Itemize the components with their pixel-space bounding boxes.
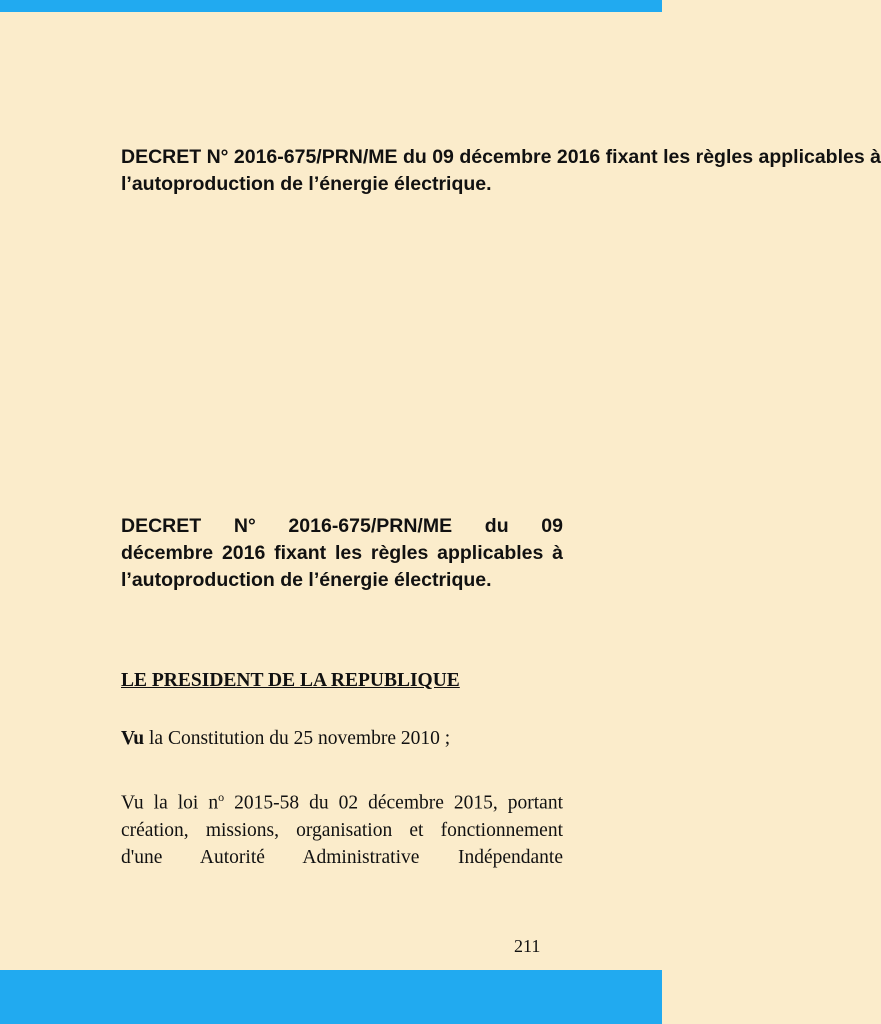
- vu-loi-line-1-b: 2015-58 du 02 décembre 2015, portant: [224, 792, 563, 814]
- header-bar: [0, 0, 662, 12]
- vu-loi-line-3: d'une Autorité Administrative Indépendante: [121, 846, 563, 868]
- vu-keyword: Vu: [121, 728, 145, 749]
- decree-title: [121, 513, 563, 594]
- decree-title-line-2: décembre 2016 fixant les règles applicables à: [121, 542, 563, 564]
- decree-title-line-1: DECRET N° 2016-675/PRN/ME du 09: [121, 515, 563, 537]
- authority-heading: LE PRESIDENT DE LA REPUBLIQUE: [121, 670, 460, 691]
- running-title-line-1: DECRET N° 2016-675/PRN/ME du 09 décembre 2016 fixant les règles applicables à: [121, 146, 881, 168]
- vu-loi-line-2: création, missions, organisation et fonctionnement: [121, 819, 563, 841]
- decree-title-line-3: l’autoproduction de l’énergie électrique.: [121, 569, 492, 591]
- vu-loi-line-1: [121, 784, 563, 817]
- vu-constitution-text: la Constitution du 25 novembre 2010 ;: [144, 728, 451, 749]
- running-title-line-2: l’autoproduction de l’énergie électrique.: [121, 173, 492, 195]
- vu-loi-superscript: o: [218, 790, 225, 804]
- page-number: 211: [514, 936, 541, 956]
- vu-constitution: [121, 728, 450, 750]
- vu-loi-line-1-a: Vu la loi n: [121, 792, 219, 814]
- vu-loi-paragraph: [121, 784, 563, 871]
- footer-bar: [0, 970, 662, 1024]
- running-title: [121, 144, 881, 198]
